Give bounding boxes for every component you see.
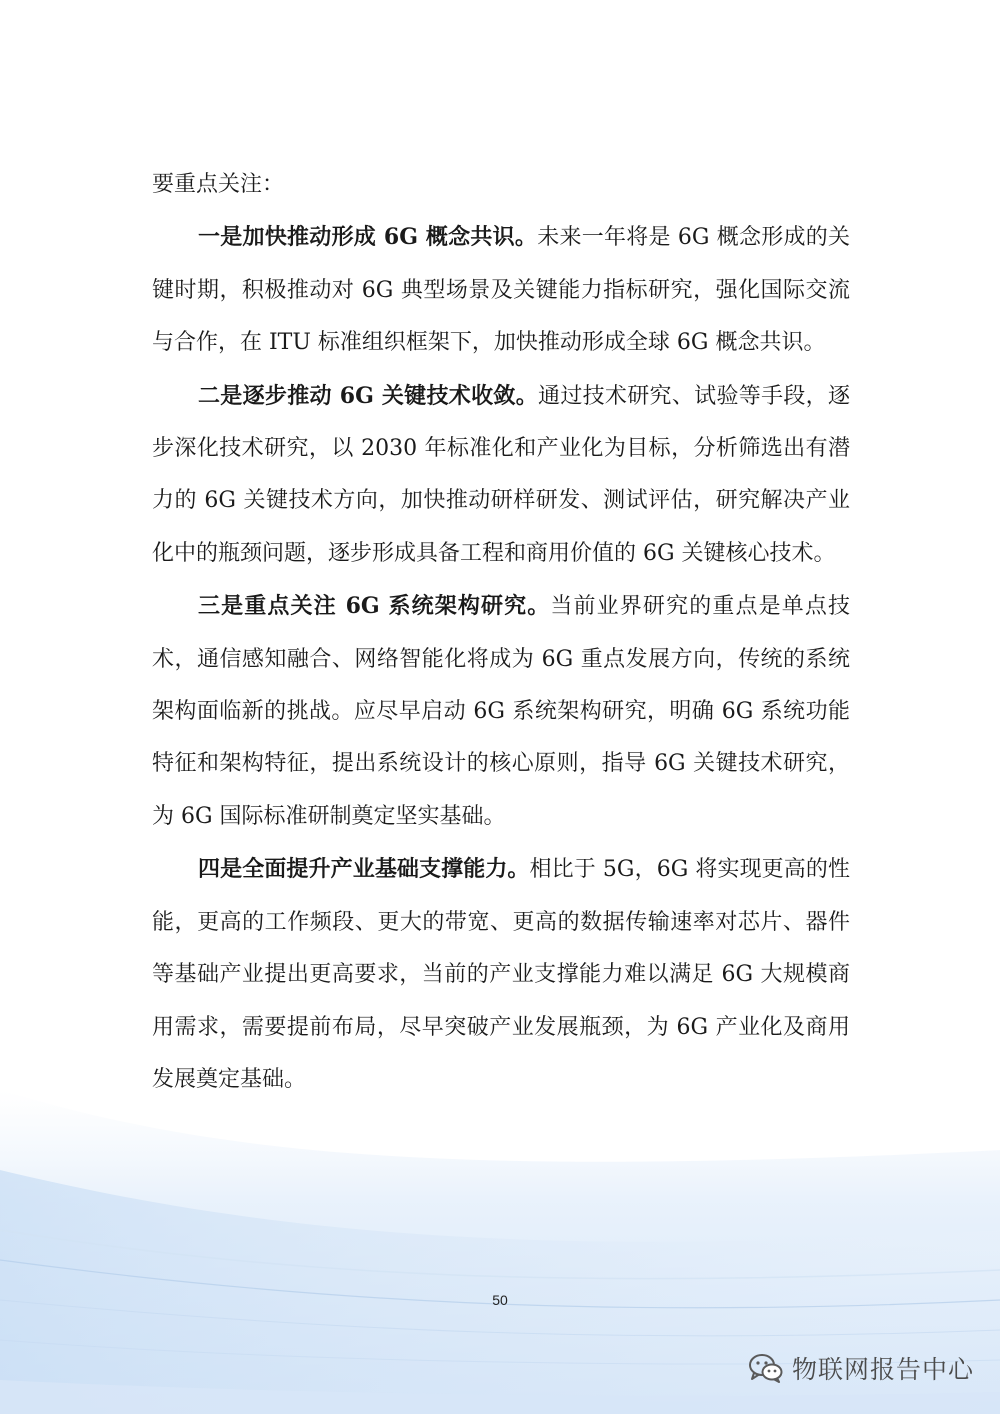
paragraph-text: 通过技术研究、试验等手段，逐步深化技术研究，以 2030 年标准化和产业化为目标，分析筛选出有潜力的 6G 关键技术方向，加快推动研样研发、测试评估，研究解决产业化中的瓶颈问题，逐步形成具备工程和商用价值的 6G 关键核心技术。 [152, 383, 850, 566]
watermark-text: 物联网报告中心 [792, 1355, 975, 1384]
paragraph-heading: 三是重点关注 6G 系统架构研究。 [198, 593, 551, 620]
document-body [152, 159, 850, 1106]
wechat-icon [748, 1353, 784, 1383]
page-number: 50 [492, 1292, 508, 1308]
paragraph-text: 相比于 5G，6G 将实现更高的性能，更高的工作频段、更大的带宽、更高的数据传输速率对芯片、器件等基础产业提出更高要求，当前的产业支撑能力难以满足 6G 大规模商用需求，需要提前布局，尽早突破产业发展瓶颈，为 6G 产业化及商用发展奠定基础。 [152, 857, 850, 1092]
paragraph-text: 未来一年将是 6G 概念形成的关键时期，积极推动对 6G 典型场景及关键能力指标研究，强化国际交流与合作，在 ITU 标准组织框架下，加快推动形成全球 6G 概念共识。 [152, 225, 851, 356]
paragraph-heading: 二是逐步推动 6G 关键技术收敛。 [198, 382, 539, 409]
watermark [748, 1348, 974, 1388]
paragraph-4 [152, 843, 850, 1106]
paragraph-1 [152, 211, 850, 369]
paragraph-text: 当前业界研究的重点是单点技术，通信感知融合、网络智能化将成为 6G 重点发展方向，传统的系统架构面临新的挑战。应尽早启动 6G 系统架构研究，明确 6G 系统功能特征和架构特征，提出系统设计的核心原则，指导 6G 关键技术研究，为 6G 国际标准研制奠定坚实基础。 [152, 594, 850, 829]
paragraph-heading: 四是全面提升产业基础支撑能力。 [198, 856, 530, 883]
lead-text: 要重点关注： [152, 172, 285, 197]
paragraph-heading: 一是加快推动形成 6G 概念共识。 [198, 224, 538, 251]
paragraph-3 [152, 580, 850, 843]
paragraph-2 [152, 370, 850, 581]
